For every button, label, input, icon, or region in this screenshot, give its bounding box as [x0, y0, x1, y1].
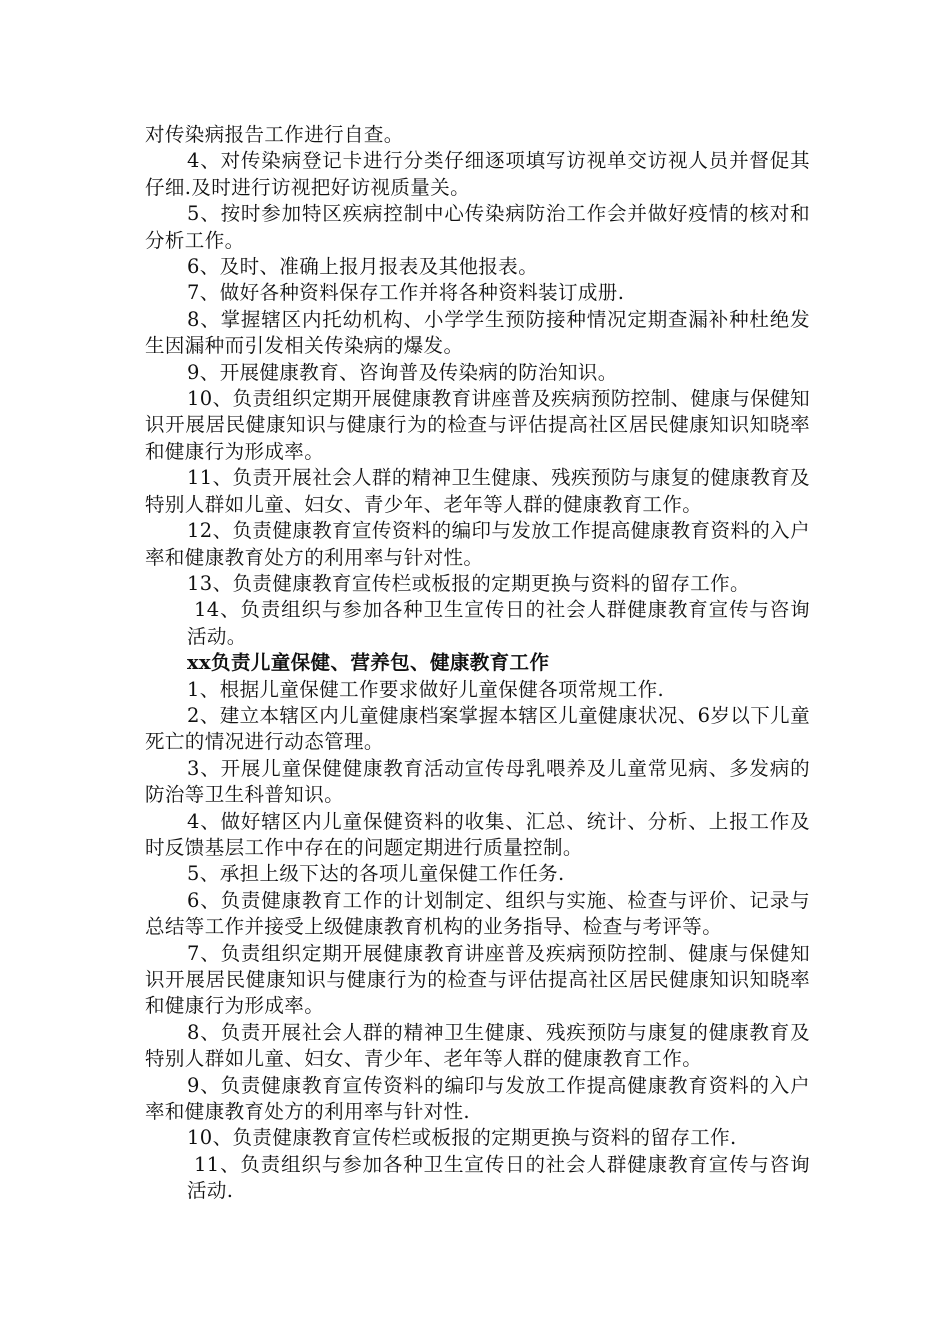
paragraph-19: 6、负责健康教育工作的计划制定、组织与实施、检查与评价、记录与总结等工作并接受上级健康教育机构的业务指导、检查与考评等。 [145, 888, 810, 939]
paragraph-6: 8、掌握辖区内托幼机构、小学学生预防接种情况定期查漏补种杜绝发生因漏种而引发相关传染病的爆发。 [145, 307, 810, 358]
paragraph-10: 12、负责健康教育宣传资料的编印与发放工作提高健康教育资料的入户率和健康教育处方的利用率与针对性。 [145, 519, 810, 569]
paragraph-17: 4、做好辖区内儿童保健资料的收集、汇总、统计、分析、上报工作及时反馈基层工作中存在的问题定期进行质量控制。 [145, 809, 810, 859]
section-heading: xx负责儿童保健、营养包、健康教育工作 [187, 651, 550, 675]
document-body [145, 122, 810, 1205]
paragraph-16: 3、开展儿童保健健康教育活动宣传母乳喂养及儿童常见病、多发病的防治等卫生科普知识。 [145, 756, 810, 807]
paragraph-12: 14、负责组织与参加各种卫生宣传日的社会人群健康教育宣传与咨询活动。 [187, 598, 810, 648]
paragraph-3: 5、按时参加特区疾病控制中心传染病防治工作会并做好疫情的核对和分析工作。 [145, 202, 810, 252]
paragraph-21: 8、负责开展社会人群的精神卫生健康、残疾预防与康复的健康教育及特别人群如儿童、妇女、青少年、老年等人群的健康教育工作。 [145, 1020, 810, 1071]
paragraph-23: 10、负责健康教育宣传栏或板报的定期更换与资料的留存工作. [187, 1126, 737, 1150]
paragraph-9: 11、负责开展社会人群的精神卫生健康、残疾预防与康复的健康教育及特别人群如儿童、妇女、青少年、老年等人群的健康教育工作。 [145, 466, 810, 516]
paragraph-8: 10、负责组织定期开展健康教育讲座普及疾病预防控制、健康与保健知识开展居民健康知识与健康行为的检查与评估提高社区居民健康知识知晓率和健康行为形成率。 [145, 387, 810, 463]
paragraph-22: 9、负责健康教育宣传资料的编印与发放工作提高健康教育资料的入户率和健康教育处方的利用率与针对性. [145, 1073, 810, 1124]
paragraph-15: 2、建立本辖区内儿童健康档案掌握本辖区儿童健康状况、6岁以下儿童死亡的情况进行动态管理。 [145, 703, 810, 754]
paragraph-7: 9、开展健康教育、咨询普及传染病的防治知识。 [187, 360, 618, 384]
paragraph-20: 7、负责组织定期开展健康教育讲座普及疾病预防控制、健康与保健知识开展居民健康知识与健康行为的检查与评估提高社区居民健康知识知晓率和健康行为形成率。 [145, 941, 810, 1018]
paragraph-5: 7、做好各种资料保存工作并将各种资料装订成册. [187, 281, 625, 305]
paragraph-18: 5、承担上级下达的各项儿童保健工作任务. [187, 862, 565, 886]
paragraph-11: 13、负责健康教育宣传栏或板报的定期更换与资料的留存工作。 [187, 571, 750, 595]
paragraph-4: 6、及时、准确上报月报表及其他报表。 [187, 255, 539, 279]
paragraph-24: 11、负责组织与参加各种卫生宣传日的社会人群健康教育宣传与咨询活动. [187, 1152, 810, 1203]
paragraph-1: 对传染病报告工作进行自查。 [145, 123, 404, 146]
paragraph-14: 1、根据儿童保健工作要求做好儿童保健各项常规工作. [187, 677, 665, 701]
paragraph-2: 4、对传染病登记卡进行分类仔细逐项填写访视单交访视人员并督促其仔细.及时进行访视把好访视质量关。 [145, 149, 810, 199]
